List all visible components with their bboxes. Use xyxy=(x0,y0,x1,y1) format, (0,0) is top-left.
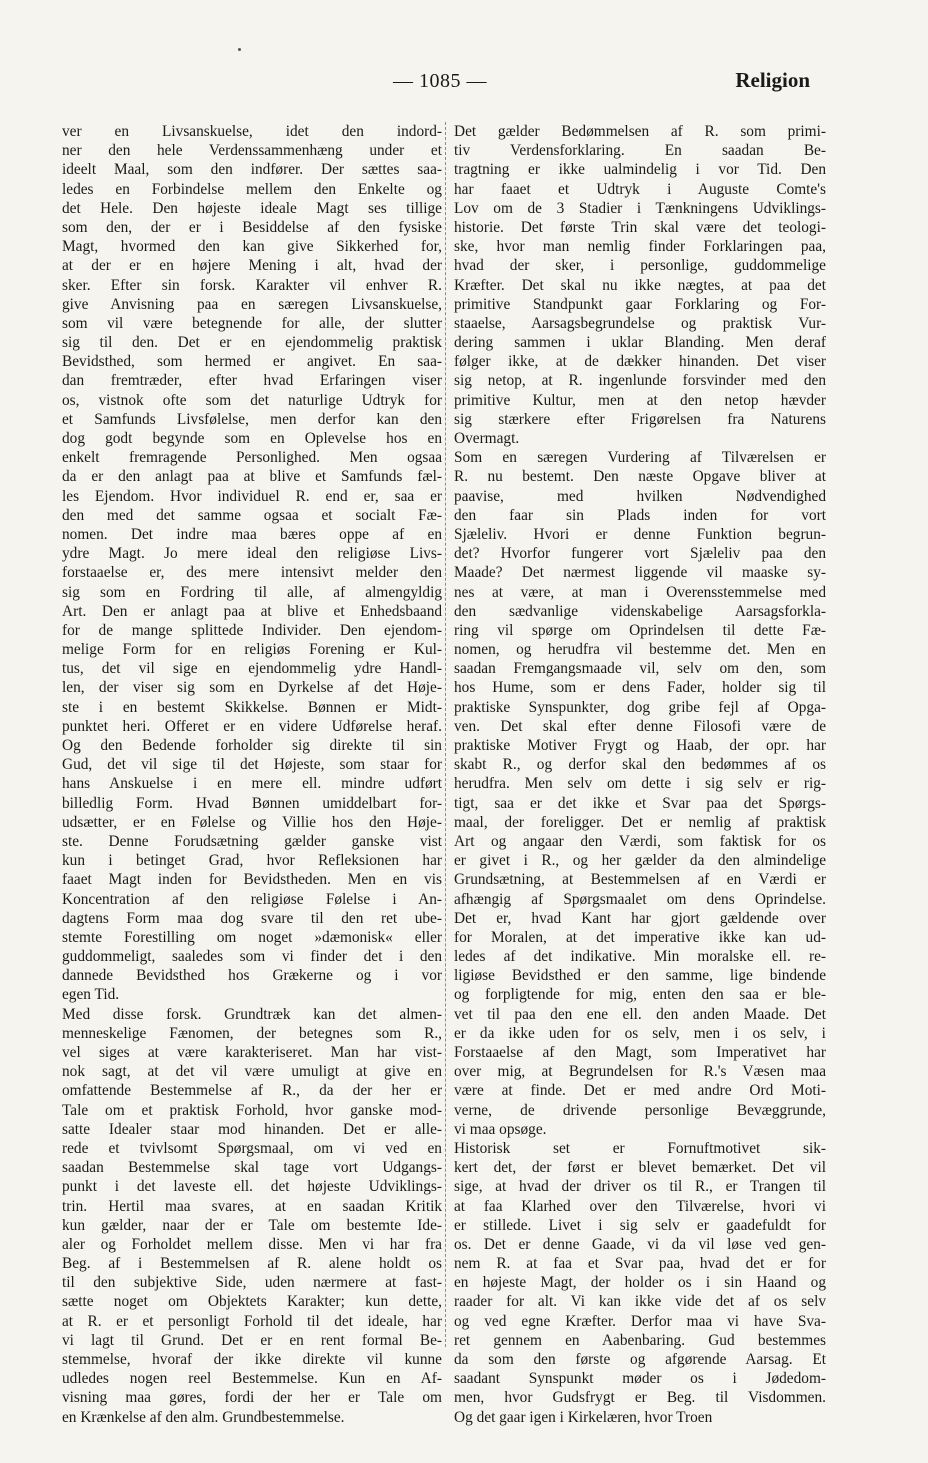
text-line: faaet Magt inden for Bevidstheden. Men en vis xyxy=(62,871,442,889)
text-line: for Moralen, at det imperative ikke kan ud- xyxy=(454,928,826,946)
text-line: den faar sin Plads inden for vort xyxy=(454,506,826,524)
text-line: nem R. at faa et Svar paa, hvad det er for xyxy=(454,1255,826,1273)
text-line: les Ejendom. Hvor individuel R. end er, saa er xyxy=(62,487,442,505)
text-line: over mig, at Begrundelsen for R.'s Væsen maa xyxy=(454,1063,826,1081)
text-line: at der er en højere Mening i alt, hvad der xyxy=(62,257,442,275)
text-line: Sjæleliv. Hvori er denne Funktion begrun- xyxy=(454,525,826,543)
text-line: sig netop, at R. ingenlunde forsvinder med den xyxy=(454,372,826,390)
text-line: ydre Magt. Jo mere ideal den religiøse Livs- xyxy=(62,545,442,563)
text-line: sker. Efter sin forsk. Karakter vil enhver R. xyxy=(62,276,442,294)
text-line: len, der viser sig som en Dyrkelse af det Høje- xyxy=(62,679,442,697)
left-text-column xyxy=(62,122,442,1427)
text-line: punkt i det laveste ell. det højeste Udviklings- xyxy=(62,1178,442,1196)
text-line: dan fremtræder, efter hvad Erfaringen viser xyxy=(62,372,442,390)
text-line: trin. Hertil maa svares, at en saadan Kritik xyxy=(62,1197,442,1215)
text-line: Det gælder Bedømmelsen af R. som primi- xyxy=(454,123,826,140)
page-number: — 1085 — xyxy=(393,70,487,92)
text-line: Det er, hvad Kant har gjort gældende over xyxy=(454,909,826,927)
text-line: punktet heri. Offeret er en videre Udførelse heraf. xyxy=(62,717,442,735)
text-line: ske, hvor man nemlig finder Forklaringen paa, xyxy=(454,238,826,256)
text-line: hans Anskuelse i en mere ell. mindre udført xyxy=(62,775,442,793)
text-line: for de mange splittede Individer. Den ejendom- xyxy=(62,621,442,639)
text-line: da som den første og afgørende Aarsag. Et xyxy=(454,1351,826,1368)
text-line: men, hvor Gudsfrygt er Beg. til Visdommen. xyxy=(454,1389,826,1407)
text-line: ring vil spørge om Oprindelsen til dette Fæ- xyxy=(454,621,826,639)
text-line: sig til den. Det er en ejendommelig praktisk xyxy=(62,334,442,352)
text-line: egen Tid. xyxy=(62,986,120,1004)
text-line: sig som en Fordring til alle, af almengyldig xyxy=(62,583,442,601)
text-line: sige, at hvad der driver os til R., er Trangen til xyxy=(454,1178,826,1196)
text-line: tiv Verdensforklaring. En saadan Be- xyxy=(454,142,826,160)
text-line: melige Form for en religiøs Forening er Kul- xyxy=(62,641,442,659)
text-line: primitive Kultur, men at den netop hævder xyxy=(454,391,826,409)
text-line: Bevidsthed, som hermed er angivet. En saa- xyxy=(62,353,442,371)
text-line: det? Hvorfor fungerer vort Sjæleliv paa den xyxy=(454,545,826,563)
text-line: os. Det er denne Gaade, vi da vil løse ved gen- xyxy=(454,1235,826,1253)
text-line: aler og Forholdet mellem disse. Men vi har fra xyxy=(62,1235,442,1253)
text-line: visning maa gøres, fordi der her er Tale om xyxy=(62,1389,442,1407)
text-line: Gud, det vil sige til det Højeste, som staar for xyxy=(62,756,442,774)
text-line: til den subjektive Side, uden nærmere at fast- xyxy=(62,1274,442,1292)
text-line: Og den Bedende forholder sig direkte til sin xyxy=(62,737,442,754)
text-line: og forpligtende for mig, enten den saa er ble- xyxy=(454,986,826,1004)
text-line: ligiøse Bevidsthed er den samme, lige bindende xyxy=(454,967,826,985)
text-line: praktiske Motiver Frygt og Haab, der opr. har xyxy=(454,737,826,754)
text-line: Lov om de 3 Stadier i Tænkningens Udviklings- xyxy=(454,199,826,217)
text-line: praktiske Synspunkter, dog gribe fejl af Opga- xyxy=(454,698,826,716)
text-line: Og det gaar igen i Kirkelæren, hvor Troen xyxy=(454,1408,713,1426)
text-line: ner den hele Verdenssammenhæng under et xyxy=(62,142,442,160)
text-line: ver en Livsanskuelse, idet den indord- xyxy=(62,123,442,140)
text-line: historie. Det første Trin skal være det teologi- xyxy=(454,218,826,236)
text-line: Som en særegen Vurdering af Tilværelsen er xyxy=(454,449,826,467)
text-line: er givet i R., og her gælder da den almindelige xyxy=(454,852,826,870)
text-line: stemmelse, hvoraf der ikke direkte vil kunne xyxy=(62,1351,442,1368)
text-line: et Samfunds Livsfølelse, men derfor kan den xyxy=(62,410,442,428)
text-line: sig stærkere efter Frigørelsen fra Naturens xyxy=(454,410,826,428)
text-line: Historisk set er Fornuftmotivet sik- xyxy=(454,1139,826,1157)
text-line: Med disse forsk. Grundtræk kan det almen- xyxy=(62,1005,442,1023)
text-line: har faaet et Udtryk i Auguste Comte's xyxy=(454,180,826,198)
text-line: ret gennem en Aabenbaring. Gud bestemmes xyxy=(454,1331,826,1349)
text-line: kert det, der først er blevet bemærket. Det vil xyxy=(454,1159,826,1177)
text-line: ledes en Forbindelse mellem den Enkelte og xyxy=(62,180,442,198)
text-line: en højeste Magt, der holder os i sin Haand og xyxy=(454,1274,826,1292)
text-line: vi lagt til Grund. Det er en rent formal Be- xyxy=(62,1331,442,1349)
text-line: guddommeligt, saaledes som vi finder det i den xyxy=(62,948,442,966)
text-line: dog godt begynde som en Oplevelse hos en xyxy=(62,430,442,447)
text-line: herudfra. Men selv om dette i sig selv er rig- xyxy=(454,775,826,793)
text-line: primitive Standpunkt gaar Forklaring og For- xyxy=(454,295,826,313)
text-line: Overmagt. xyxy=(454,430,520,447)
text-line: ven. Det skal efter denne Filosofi være de xyxy=(454,717,826,735)
text-line: og ved egne Kræfter. Derfor maa vi have Sva- xyxy=(454,1312,826,1330)
text-line: staaelse, Aarsagsbegrundelse og praktisk Vur- xyxy=(454,314,826,332)
text-line: ste. Denne Forudsætning gælder ganske vist xyxy=(62,832,442,850)
text-line: er stillede. Livet i sig selv er gaadefuldt for xyxy=(454,1216,826,1234)
text-line: kun i betinget Grad, hvor Refleksionen har xyxy=(62,852,442,870)
column-divider xyxy=(445,122,446,1347)
text-line: som vil være betegnende for alle, der slutter xyxy=(62,314,442,332)
text-line: da er den anlagt paa at blive et Samfunds fæl- xyxy=(62,468,442,486)
running-title: Religion xyxy=(735,68,810,92)
text-line: en Krænkelse af den alm. Grundbestemmelse. xyxy=(62,1408,345,1426)
text-line: Magt, hvormed den kan give Sikkerhed for, xyxy=(62,238,442,256)
text-line: Art. Den er anlagt paa at blive et Enhedsbaand xyxy=(62,602,442,620)
text-line: maal, der foreligger. Det er nemlig af praktisk xyxy=(454,813,826,831)
text-line: skabt R., og derfor skal den bedømmes af os xyxy=(454,756,826,774)
text-line: enkelt fremragende Personlighed. Men ogsaa xyxy=(62,449,442,467)
text-line: rede et tvivlsomt Spørgsmaal, om vi ved en xyxy=(62,1139,442,1157)
text-line: afhængig af Spørgsmaalet om dens Oprindelse. xyxy=(454,890,826,908)
text-line: os, vistnok ofte som det naturlige Udtryk for xyxy=(62,391,442,409)
text-line: at R. er et personligt Forhold til det ideale, har xyxy=(62,1312,442,1330)
text-line: er da ikke uden for os selv, men i os selv, i xyxy=(454,1024,826,1042)
text-line: hvad der sker, i personlige, guddommelige xyxy=(454,257,826,275)
text-line: tus, det vil sige en ejendommelig ydre Handl- xyxy=(62,660,442,678)
text-line: som den, der er i Besiddelse af den fysiske xyxy=(62,218,442,236)
text-line: give Anvisning paa en særegen Livsanskuelse, xyxy=(62,295,442,313)
text-line: Forstaaelse af den Magt, som Imperativet har xyxy=(454,1044,826,1061)
text-line: dannede Bevidsthed hos Grækerne og i vor xyxy=(62,967,442,985)
text-line: Maade? Det nærmest liggende vil maaske sy- xyxy=(454,564,826,582)
text-line: Beg. af i Bestemmelsen af R. alene holdt os xyxy=(62,1255,442,1273)
text-line: Art og angaar den Værdi, som faktisk for os xyxy=(454,832,826,850)
text-line: saadan Fremgangsmaade vil, selv om den, som xyxy=(454,660,826,678)
text-line: Kræfter. Det skal nu ikke nægtes, at paa det xyxy=(454,276,826,294)
text-line: nomen, og herudfra vil bestemme det. Men en xyxy=(454,641,826,659)
text-line: nok sagt, at det vil være umuligt at give en xyxy=(62,1063,442,1081)
text-line: nes at være, at man i Overensstemmelse med xyxy=(454,583,826,601)
text-line: billedlig Form. Hvad Bønnen umiddelbart for- xyxy=(62,794,442,812)
text-line: menneskelige Fænomen, der betegnes som R., xyxy=(62,1024,442,1042)
text-line: forstaaelse er, des mere intensivt melder den xyxy=(62,564,442,582)
text-line: vel siges at være karakteriseret. Man har vist- xyxy=(62,1044,442,1061)
right-text-column xyxy=(454,122,826,1427)
text-line: følger ikke, at de dækker hinanden. Det viser xyxy=(454,353,826,371)
text-line: Koncentration af den religiøse Følelse i An- xyxy=(62,890,442,908)
text-line: vi maa opsøge. xyxy=(454,1120,547,1138)
text-line: vet til paa den ene ell. den anden Maade. Det xyxy=(454,1005,826,1023)
text-line: omfattende Bestemmelse af R., da der her er xyxy=(62,1082,442,1100)
text-line: Tale om et praktisk Forhold, hvor ganske mod- xyxy=(62,1101,442,1119)
text-line: kun gælder, naar der er Tale om bestemte Ide- xyxy=(62,1216,442,1234)
text-line: være at finde. Det er med andre Ord Moti- xyxy=(454,1082,826,1100)
text-line: verne, de drivende personlige Bevæggrunde, xyxy=(454,1101,826,1119)
text-line: ideelt Maal, som den indfører. Der sættes saa- xyxy=(62,161,442,179)
text-line: at faa Klarhed over den Tilværelse, hvori vi xyxy=(454,1197,826,1215)
text-line: den sædvanlige videnskabelige Aarsagsforkla- xyxy=(454,602,826,620)
text-line: nomen. Det indre maa bæres oppe af en xyxy=(62,525,442,543)
text-line: Grundsætning, at Bestemmelsen af en Værdi er xyxy=(454,871,826,889)
text-line: saadan Bestemmelse skal tage vort Udgangs- xyxy=(62,1159,442,1177)
text-line: udsætter, er en Følelse og Villie hos den Høje- xyxy=(62,813,442,831)
text-line: raader for alt. Vi kan ikke vide det af os selv xyxy=(454,1293,826,1311)
text-line: satte Idealer staar mod hinanden. Det er alle- xyxy=(62,1120,442,1138)
text-line: tragtning er ikke ualmindelig i vor Tid. Den xyxy=(454,161,826,179)
text-line: stemte Forestilling om noget »dæmonisk« eller xyxy=(62,928,442,946)
text-line: dering sammen i uklar Blanding. Men deraf xyxy=(454,334,826,352)
text-line: den med det samme ogsaa et socialt Fæ- xyxy=(62,506,442,524)
text-line: det Hele. Den højeste ideale Magt ses tillige xyxy=(62,199,442,217)
text-line: udledes nogen reel Bestemmelse. Kun en Af- xyxy=(62,1370,442,1388)
text-line: dagtens Form maa dog svare til den ret ube- xyxy=(62,909,442,927)
text-line: saadant Synspunkt møder os i Jødedom- xyxy=(454,1370,826,1388)
text-line: tigt, saa er det ikke et Svar paa det Spørgs- xyxy=(454,794,826,812)
text-line: paavise, med hvilken Nødvendighed xyxy=(454,487,826,505)
text-line: hos Hume, som er dens Fader, holder sig til xyxy=(454,679,826,697)
text-line: sætte noget om Objektets Karakter; kun dette, xyxy=(62,1293,442,1311)
text-line: ledes af det indikative. Min moralske ell. re- xyxy=(454,948,826,966)
text-line: ste i en bestemt Skikkelse. Bønnen er Midt- xyxy=(62,698,442,716)
text-line: R. nu bestemt. Den næste Opgave bliver at xyxy=(454,468,826,486)
scan-speck xyxy=(238,48,241,51)
